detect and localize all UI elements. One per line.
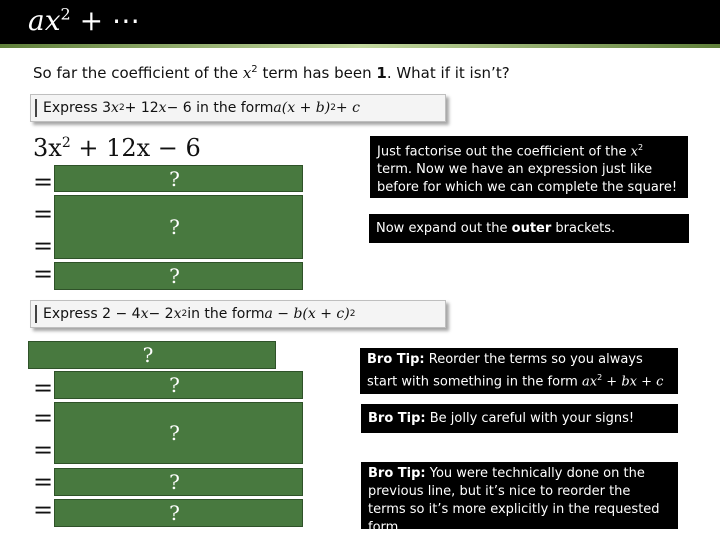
note-expand: Now expand out the outer brackets. — [369, 214, 689, 243]
reveal-box-step-4[interactable]: ? — [54, 371, 303, 399]
reveal-box-step-1[interactable]: ? — [54, 165, 303, 192]
equals-sign: = — [33, 168, 54, 196]
problem-1-box: Express 3 x 2 + 12 x − 6 in the form a (x + b) 2 + c — [30, 94, 446, 122]
equals-sign: = — [33, 468, 54, 496]
title-accent-line — [0, 44, 720, 48]
intro-text: So far the coefficient of the $x^2$ term has been 1. What if it isn’t? — [33, 64, 510, 82]
expression-1: $3x^2 + 12x - 6$ — [33, 134, 201, 162]
note-reorder-tip: Bro Tip: Reorder the terms so you always start with something in the form $ax^2$ + bx + c — [360, 348, 678, 394]
equals-sign: = — [33, 232, 54, 260]
title-bar — [0, 0, 720, 44]
equals-sign: = — [33, 374, 54, 402]
note-signs-tip: Bro Tip: Be jolly careful with your signs! — [361, 404, 678, 433]
note-factorise: Just factorise out the coefficient of the $x^2$ term. Now we have an expression just like before for which we can complete the square! — [370, 136, 688, 198]
reveal-box-rearranged-expression[interactable]: ? — [28, 341, 276, 369]
equals-sign: = — [33, 404, 54, 432]
equals-sign: = — [33, 260, 54, 288]
equals-sign: = — [33, 496, 54, 524]
reveal-box-step-5[interactable]: ? — [54, 402, 303, 464]
equals-sign: = — [33, 200, 54, 228]
reveal-box-step-3[interactable]: ? — [54, 262, 303, 290]
slide-title: $ax^2$ + ⋯ — [28, 4, 140, 37]
problem-2-box: Express 2 − 4 x − 2 x 2 in the form a − b(x + c) 2 — [30, 300, 446, 328]
reveal-box-step-2[interactable]: ? — [54, 195, 303, 259]
equals-sign: = — [33, 436, 54, 464]
reveal-box-step-6[interactable]: ? — [54, 468, 303, 496]
note-done-tip: Bro Tip: You were technically done on the previous line, but it’s nice to reorder the terms so it’s more explicitly in the requested form. — [361, 462, 678, 529]
reveal-box-step-7[interactable]: ? — [54, 499, 303, 527]
